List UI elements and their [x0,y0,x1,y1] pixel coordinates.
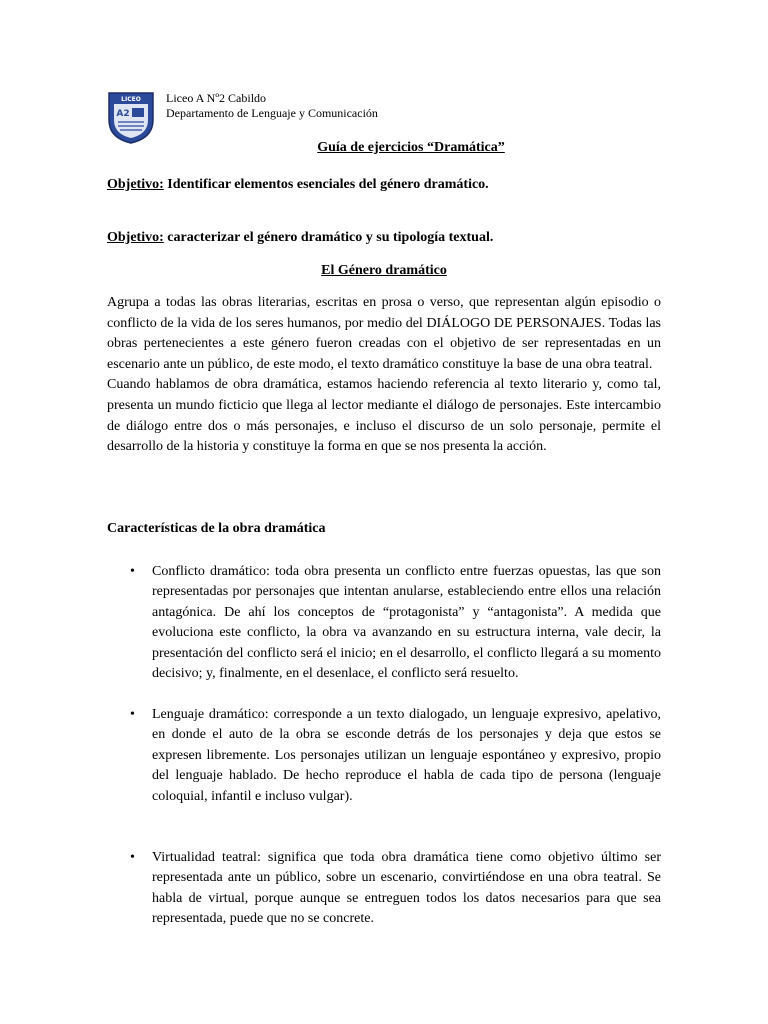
department-name: Departamento de Lenguaje y Comunicación [166,106,378,120]
characteristic-text: Conflicto dramático: toda obra presenta un conflicto entre fuerzas opuestas, las que son representadas por personajes que intentan anularse, estableciendo entre ellos una relación antagónica. De ahí los conceptos de “protagonista” y “antagonista”. A medida que evoluciona este conflicto, la obra va avanzando en su estructura interna, vale decir, la presentación del conflicto será el inicio; en el desarrollo, el conflicto llegará a su momento decisivo; y, finalmente, en el desenlace, el conflicto será resuelto. [152,564,661,682]
paragraph: Cuando hablamos de obra dramática, estamos haciendo referencia al texto literario y, como tal, presenta un mundo ficticio que llega al lector mediante el diálogo de personajes. Este intercambio de diálogo entre dos o más personajes, e incluso el discurso de un solo personaje, permite el desarrollo de la historia y constituye la forma en que se nos presenta la acción. [107,377,661,455]
characteristic-item [107,705,661,807]
svg-text:A2: A2 [116,109,130,119]
intro-text [107,293,661,458]
bullet-icon: • [130,707,135,722]
paragraph: Agrupa a todas las obras literarias, escritas en prosa o verso, que representan algún episodio o conflicto de la vida de los seres humanos, por medio del DIÁLOGO DE PERSONAJES. Todas las obras pertenecientes a este género fueron creadas con el objetivo de ser representadas en un escenario ante un público, de este modo, el texto dramático constituye la base de una obra teatral. [107,295,661,372]
school-crest-logo [106,90,156,145]
svg-text:LICEO: LICEO [121,96,141,103]
objective-text: Identificar elementos esenciales del género dramático. [163,177,489,192]
objective-text: caracterizar el género dramático y su tipología textual. [163,230,494,245]
characteristic-text: Virtualidad teatral: significa que toda obra dramática tiene como objetivo último ser representada ante un público, sobre un escenario, convirtiéndose en una obra teatral. Se habla de virtual, porque aunque se entreguen todos los datos necesarios para que sea representada, puede que no se concrete. [152,850,661,927]
header-text [166,91,378,121]
school-name: Liceo A Nº2 Cabildo [166,91,267,105]
bullet-icon: • [130,850,135,865]
characteristics-title: Características de la obra dramática [107,521,326,536]
characteristic-item [107,562,661,684]
objective-label: Objetivo: [107,230,164,245]
bullet-icon: • [130,564,135,579]
objective-label: Objetivo: [107,177,164,192]
characteristic-item [107,848,661,930]
objective-1 [107,177,489,193]
guide-title: Guía de ejercicios “Dramática” [317,140,505,155]
section-title: El Género dramático [321,263,447,278]
characteristic-text: Lenguaje dramático: corresponde a un texto dialogado, un lenguaje expresivo, apelativo, en donde el auto de la obra se esconde detrás de los personajes y deja que estos se expresen libremente. Los personajes utilizan un lenguaje espontáneo y expresivo, propio del lenguaje hablado. De hecho reproduce el habla de cada tipo de persona (lenguaje coloquial, infantil e incluso vulgar). [152,707,661,804]
objective-2 [107,230,493,246]
